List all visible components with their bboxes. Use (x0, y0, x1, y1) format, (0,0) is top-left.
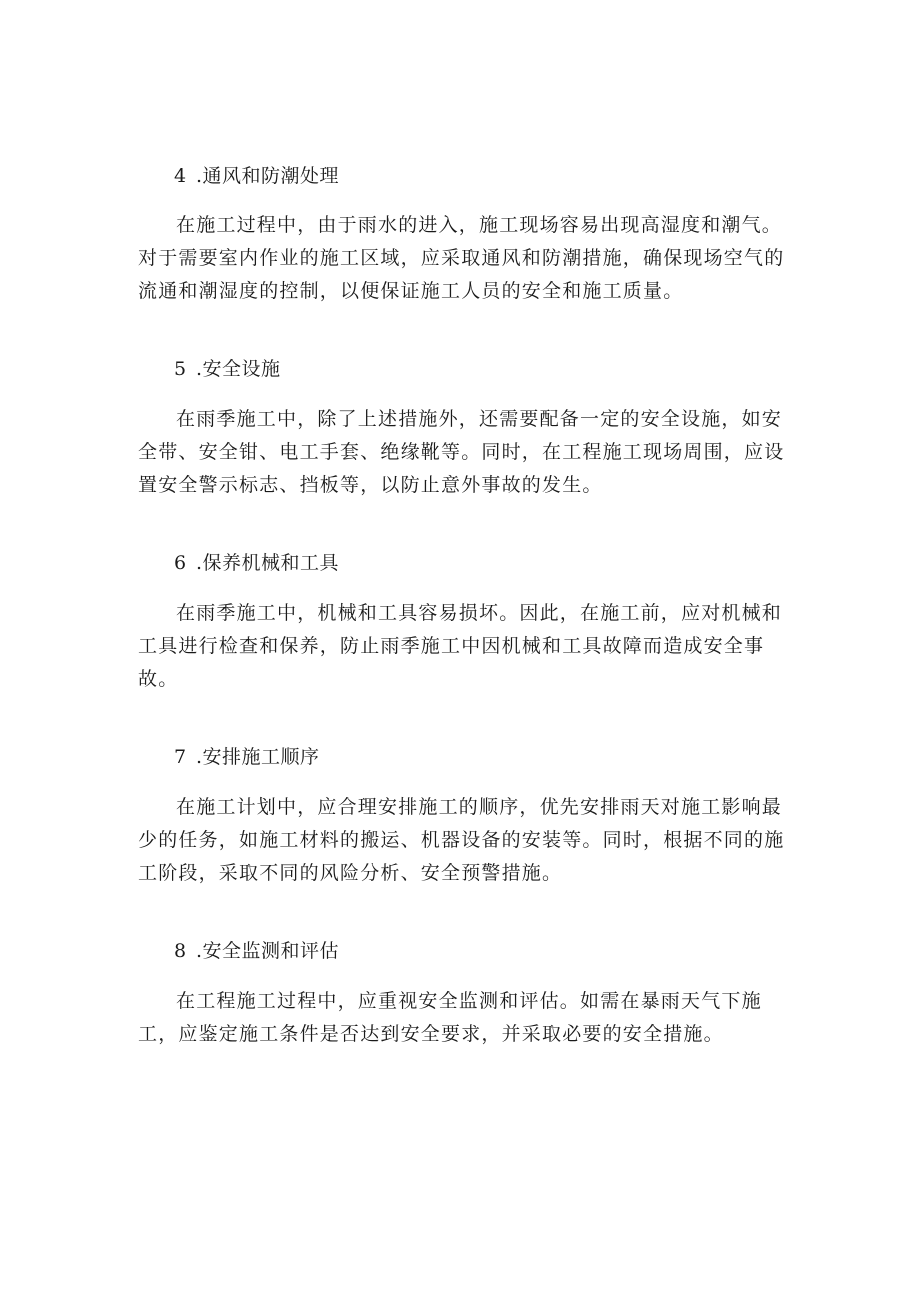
section-title: .安排施工顺序 (196, 746, 320, 768)
section-body-6: 在雨季施工中，机械和工具容易损坏。因此，在施工前，应对机械和工具进行检查和保养，防止雨季施工中因机械和工具故障而造成安全事故。 (138, 602, 783, 690)
section-title: .安全监测和评估 (196, 940, 340, 962)
section-number: 7 (174, 746, 187, 768)
section-heading-8 (174, 939, 339, 963)
section-number: 5 (174, 358, 187, 380)
section-title: .安全设施 (196, 358, 281, 380)
section-title: .通风和防潮处理 (196, 165, 340, 187)
section-number: 6 (174, 552, 187, 574)
section-heading-6 (174, 551, 339, 575)
section-title: .保养机械和工具 (196, 552, 340, 574)
section-body-4: 在施工过程中，由于雨水的进入，施工现场容易出现高湿度和潮气。对于需要室内作业的施工区域，应采取通风和防潮措施，确保现场空气的流通和潮湿度的控制，以便保证施工人员的安全和施工质量。 (138, 214, 785, 302)
section-number: 8 (174, 940, 187, 962)
section-number: 4 (174, 165, 187, 187)
section-body-5: 在雨季施工中，除了上述措施外，还需要配备一定的安全设施，如安全带、安全钳、电工手套、绝缘靴等。同时，在工程施工现场周围，应设置安全警示标志、挡板等，以防止意外事故的发生。 (138, 408, 785, 496)
section-body-8: 在工程施工过程中，应重视安全监测和评估。如需在暴雨天气下施工，应鉴定施工条件是否达到安全要求，并采取必要的安全措施。 (138, 990, 762, 1045)
section-heading-7 (174, 745, 320, 769)
section-body-7: 在施工计划中，应合理安排施工的顺序，优先安排雨天对施工影响最少的任务，如施工材料的搬运、机器设备的安装等。同时，根据不同的施工阶段，采取不同的风险分析、安全预警措施。 (138, 796, 785, 884)
section-heading-4 (174, 164, 339, 188)
section-heading-5 (174, 357, 281, 381)
